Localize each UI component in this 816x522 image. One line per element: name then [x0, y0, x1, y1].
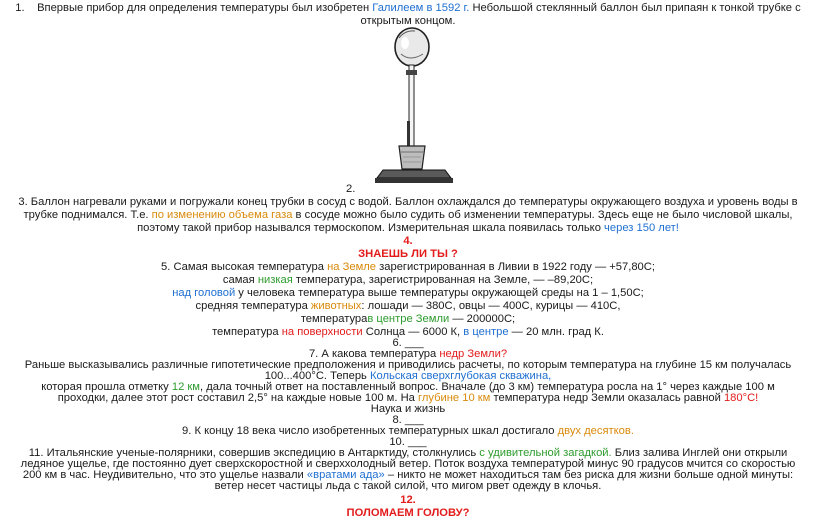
p4-number: 4.: [403, 235, 413, 247]
p7-text-3a: 100...400°С. Теперь: [264, 370, 370, 382]
p11-text-1a: 11. Итальянские ученые-полярники, совершив экспедицию в Антарктиду, столкнулись: [28, 447, 480, 459]
p10-line: 10. ___: [389, 436, 427, 448]
p7-source: Наука и жизнь: [370, 403, 446, 415]
p12-number: 12.: [400, 494, 416, 506]
p3-text-1: 3. Баллон нагревали руками и погружали конец трубки в сосуд с водой. Баллон охлаждался до температуры окружающего воздуха и уровень воды в: [18, 196, 798, 208]
p5-text-2c: температура, зарегистрированная на Земле, — –89,20С;: [292, 274, 594, 286]
p5-line1: [0, 261, 816, 274]
p5-text-5a: температура: [300, 313, 368, 325]
p11-text-1c: Близ залива Инглей они открыли: [611, 447, 788, 459]
p3-highlight-gas-volume: по изменению объема газа: [151, 209, 293, 221]
p9-text-a: 9. К концу 18 века число изобретенных температурных шкал достигало: [182, 425, 558, 437]
p1-line1: [0, 2, 816, 15]
p5-highlight-on-earth: на Земле: [327, 261, 377, 273]
p7-highlight-kola-well: Кольская сверхглубокая скважина,: [369, 370, 552, 382]
p3-line2: [0, 209, 816, 222]
thermoscope-illustration: [355, 26, 465, 186]
p7-line2: Раньше высказывались различные гипотетические предположения и приводились расчеты, по которым температура на глубине 15 км получалась: [24, 359, 792, 371]
p6-line: 6. ___: [392, 337, 424, 349]
p8-line: 8. ___: [392, 414, 424, 426]
p1-text-b: Небольшой стеклянный баллон был припаян к тонкой трубке с: [469, 2, 801, 14]
p7-text-4a: которая прошла отметку: [41, 381, 172, 393]
p5-text-6e: — 20 млн. град К.: [508, 326, 604, 338]
p5-highlight-surface: на поверхности: [281, 326, 363, 338]
p5-text-3b: у человека температура выше температуры окружающей среды на 1 – 1,50С;: [235, 287, 644, 299]
p12-title: ПОЛОМАЕМ ГОЛОВУ?: [346, 507, 470, 519]
p11-highlight-gates-of-hell: «вратами ада»: [306, 469, 385, 481]
p3-text-2a: трубке поднимался. Т.е.: [23, 209, 152, 221]
p11-line4: ветер несет частицы льда с такой силой, что мигом рвет одежду в клочья.: [214, 480, 602, 492]
p4-title: ЗНАЕШЬ ЛИ ТЫ ?: [358, 248, 458, 260]
p3-highlight-150-years: через 150 лет!: [604, 222, 679, 234]
p5-text-4a: средняя температура: [195, 300, 311, 312]
p5-line2: [0, 274, 816, 287]
p3-line3: [0, 222, 816, 235]
p11-text-3c: – никто не может находиться там без риска для жизни больше одной минуты:: [384, 469, 794, 481]
p5-text-4c: : лошади — 380С, овцы — 400С, курицы — 410С,: [361, 300, 621, 312]
p1-text-a: Впервые прибор для определения температуры был изобретен: [37, 2, 373, 14]
p11-line2: ледяное ущелье, где постоянно дует сверхскоростной и сверххолодный ветер. Поток воздуха температурой минус 90 градусов мчится со скоростью: [20, 458, 796, 470]
p9-highlight-two-dozen: двух десятков.: [557, 425, 634, 437]
p5-text-5c: — 200000С;: [449, 313, 516, 325]
p11-highlight-mystery: с удивительной загадкой.: [479, 447, 612, 459]
p7-text-1a: 7. А какова температура: [308, 348, 440, 360]
p7-highlight-12km: 12 км: [171, 381, 200, 393]
p5-line5: [0, 313, 816, 326]
p1-galileo-link: Галилеем в 1592 г.: [372, 2, 470, 14]
p7-highlight-earth-depths: недр Земли?: [439, 348, 508, 360]
p5-text-1a: 5. Самая высокая температура: [161, 261, 328, 273]
p7-highlight-180c: 180°С!: [723, 392, 759, 404]
p5-text-1c: зарегистрированная в Ливии в 1922 году — +57,80С;: [376, 261, 655, 273]
p3-line1: [0, 196, 816, 209]
p5-line3: [0, 287, 816, 300]
p3-text-2c: в сосуде можно было судить об изменении температуры. Здесь еще не было числовой шкалы,: [292, 209, 793, 221]
p1-number: 1.: [15, 2, 25, 14]
p5-line4: [0, 300, 816, 313]
p5-highlight-overhead: над головой: [172, 287, 236, 299]
thermoscope-icon: [355, 26, 465, 186]
p7-text-4c: , дала точный ответ на поставленный вопрос. Вначале (до 3 км) температура росла на 1° через каждые 100 м: [200, 381, 775, 393]
p2-number: 2.: [346, 183, 356, 195]
p5-text-6c: Солнца — 6000 К,: [362, 326, 464, 338]
p5-highlight-low: низкая: [257, 274, 293, 286]
p11-text-3a: 200 км в час. Неудивительно, что это ущелье назвали: [22, 469, 307, 481]
p1-text-c: открытым концом.: [360, 15, 456, 27]
p7-highlight-10km: глубине 10 км: [417, 392, 491, 404]
p3-text-3a: поэтому такой прибор назывался термоскопом. Измерительная шкала появилась только: [137, 222, 605, 234]
p5-highlight-animals: животных: [310, 300, 362, 312]
p5-highlight-center: в центре: [463, 326, 509, 338]
p7-text-5c: температура недр Земли оказалась равной: [490, 392, 724, 404]
p5-text-2a: самая: [222, 274, 258, 286]
p5-text-6a: температура: [212, 326, 282, 338]
p5-highlight-earth-center: в центре Земли: [367, 313, 450, 325]
p7-text-5a: проходки, далее этот рост составил 2,5° на каждые новые 100 м. На: [57, 392, 418, 404]
